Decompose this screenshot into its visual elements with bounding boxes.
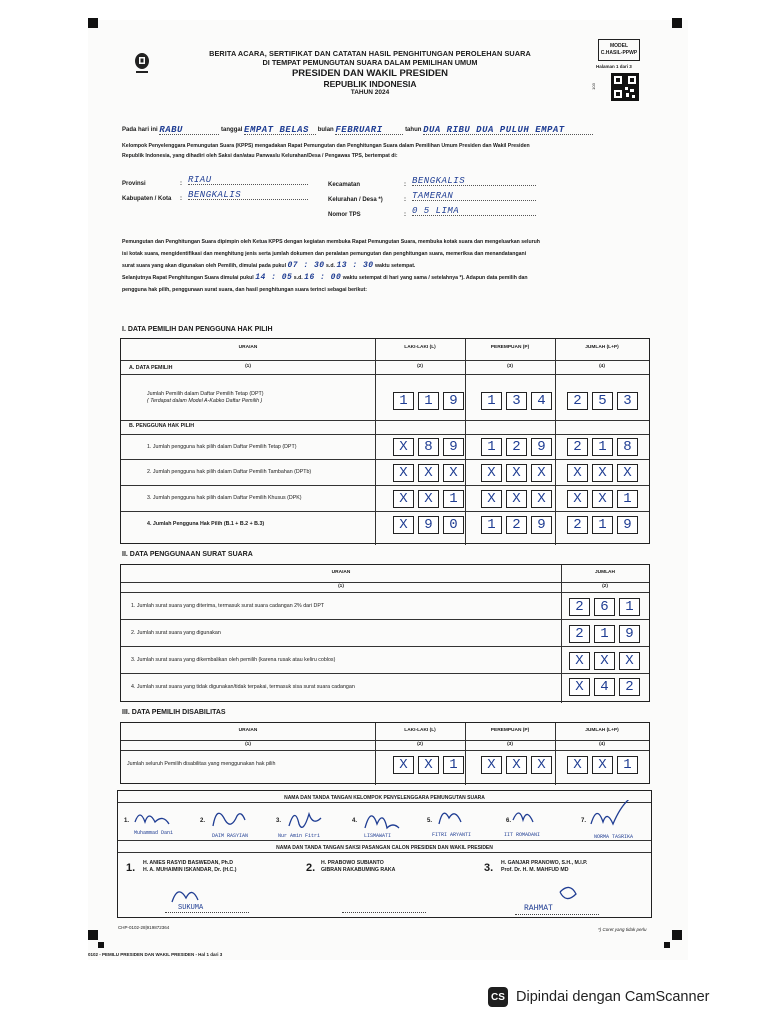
group-b-title: B. PENGGUNA HAK PILIH: [129, 423, 195, 429]
b-row-label: 4. Jumlah Pengguna Hak Pilih (B.1 + B.2 + B.3): [147, 521, 265, 527]
column-header-jumlah: JUMLAH: [595, 570, 615, 575]
camscanner-watermark: [488, 987, 709, 1007]
digit-box: 2: [569, 598, 590, 616]
corner-marker-small: [664, 942, 670, 948]
document-code: CHP-0102-28|919872364: [118, 925, 170, 930]
kabupaten-colon: :: [180, 196, 182, 202]
body-line-4-text: Selanjutnya Rapat Penghitungan Suara dimulai pukul: [122, 275, 254, 281]
member-name: FITRI ARYANTI: [432, 832, 472, 838]
digit-box: 2: [567, 392, 588, 410]
digit-box: X: [393, 438, 414, 456]
digit-box: 8: [617, 438, 638, 456]
header-line-4: REPUBLIK INDONESIA: [323, 79, 417, 89]
tps-label: Nomor TPS: [328, 212, 361, 218]
ballot-returned-digits: [569, 652, 640, 670]
end-time: 13 : 30: [336, 261, 374, 270]
start-time: 07 : 30: [287, 261, 325, 270]
provinsi-colon: :: [180, 181, 182, 187]
digit-box: X: [481, 490, 502, 508]
digit-box: X: [443, 464, 464, 482]
candidate-vice: GIBRAN RAKABUMING RAKA: [321, 867, 396, 873]
section-1-title: I. DATA PEMILIH DAN PENGGUNA HAK PILIH: [122, 326, 273, 333]
candidate-name: [321, 860, 395, 874]
digit-box: 9: [443, 392, 464, 410]
date-value: EMPAT BELAS: [244, 126, 316, 135]
digit-box: 3: [617, 392, 638, 410]
digit-box: 1: [443, 490, 464, 508]
disability-row-label: Jumlah seluruh Pemilih disabilitas yang menggunakan hak pilih: [127, 761, 276, 767]
member-number: 6.: [506, 818, 512, 824]
digit-box: 9: [619, 625, 640, 643]
digit-box: X: [569, 652, 590, 670]
digit-box: 1: [592, 516, 613, 534]
intro-paragraph-line-1: Kelompok Penyelenggara Pemungutan Suara (KPPS) mengadakan Rapat Pemungutan dan Penghitungan Suara dalam Pemilihan Umum Presiden dan Wakil Presiden: [122, 143, 530, 149]
column-header-laki: LAKI-LAKI (L): [404, 728, 436, 733]
member-name: Nur Amin Fitri: [278, 833, 321, 839]
kabupaten-label: Kabupaten / Kota: [122, 196, 172, 202]
digit-box: X: [569, 678, 590, 696]
digit-box: X: [531, 756, 552, 774]
digit-box: X: [619, 652, 640, 670]
dpt-perempuan-digits: [481, 392, 552, 410]
kecamatan-colon: :: [404, 182, 406, 188]
tps-value: 0 5 LIMA: [412, 207, 536, 216]
column-number: (1): [245, 364, 251, 369]
candidate-number: 1.: [126, 862, 136, 874]
b3-jumlah-digits: [567, 490, 638, 508]
digit-box: 1: [443, 756, 464, 774]
digit-box: 2: [567, 516, 588, 534]
member-name: Muhammad Dani: [134, 830, 174, 836]
candidate-number: 2.: [306, 862, 316, 874]
column-number: (3): [507, 742, 513, 747]
digit-box: X: [481, 756, 502, 774]
body-line-3-suffix: waktu setempat.: [375, 263, 416, 269]
b3-laki-digits: [393, 490, 464, 508]
kecamatan-value: BENGKALIS: [412, 177, 536, 186]
kpps-signature-title: NAMA DAN TANDA TANGAN KELOMPOK PENYELENGGARA PEMUNGUTAN SUARA: [284, 795, 485, 801]
b3-perempuan-digits: [481, 490, 552, 508]
ballot-row-label: 2. Jumlah surat suara yang digunakan: [131, 630, 221, 636]
b1-laki-digits: [393, 438, 464, 456]
b4-laki-digits: [393, 516, 464, 534]
day-value: RABU: [159, 126, 219, 135]
group-a-title: A. DATA PEMILIH: [129, 365, 173, 371]
header-line-1: BERITA ACARA, SERTIFIKAT DAN CATATAN HASIL PENGHITUNGAN PEROLEHAN SUARA: [209, 49, 531, 58]
member-name: IIT ROMADANI: [504, 832, 541, 838]
digit-box: 4: [531, 392, 552, 410]
b2-jumlah-digits: [567, 464, 638, 482]
header-line-2: DI TEMPAT PEMUNGUTAN SUARA DALAM PEMILIHAN UMUM: [262, 58, 478, 67]
b4-perempuan-digits: [481, 516, 552, 534]
month-value: FEBRUARI: [335, 126, 403, 135]
provinsi-value: RIAU: [188, 176, 308, 185]
witness-signature-title: NAMA DAN TANDA TANGAN SAKSI PASANGAN CALON PRESIDEN DAN WAKIL PRESIDEN: [276, 845, 493, 851]
digit-box: 1: [594, 625, 615, 643]
tps-colon: :: [404, 212, 406, 218]
digit-box: 9: [443, 438, 464, 456]
ballot-unused-digits: [569, 678, 640, 696]
camscanner-logo-icon: CS: [488, 987, 508, 1007]
day-label: Pada hari ini: [122, 127, 158, 133]
digit-box: X: [418, 490, 439, 508]
candidate-name: [143, 860, 236, 874]
digit-box: 1: [481, 392, 502, 410]
ballot-received-digits: [569, 598, 640, 616]
member-name: LISMAWATI: [364, 833, 392, 839]
body-line-3: [122, 260, 667, 272]
member-number: 4.: [352, 818, 358, 824]
body-text: [122, 236, 667, 296]
count-start-time: 14 : 05: [255, 273, 293, 282]
digit-box: 2: [506, 516, 527, 534]
intro-paragraph-line-2: Republik Indonesia, yang dihadiri oleh Saksi dan/atau Panwaslu Kelurahan/Desa / Pengawas TPS, bertempat di:: [122, 153, 398, 159]
model-label: MODEL: [609, 43, 629, 49]
disability-perempuan-digits: [481, 756, 552, 774]
digit-box: 5: [592, 392, 613, 410]
digit-box: X: [393, 490, 414, 508]
section-2-title: II. DATA PENGGUNAAN SURAT SUARA: [122, 551, 253, 558]
column-number: (2): [417, 364, 423, 369]
member-number: 2.: [200, 818, 206, 824]
ballot-row-label: 4. Jumlah surat suara yang tidak digunakan/tidak terpakai, termasuk sisa surat suara cadangan: [131, 684, 355, 690]
document-header: [170, 49, 570, 96]
column-header-uraian: URAIAN: [331, 570, 351, 575]
member-number: 3.: [276, 818, 282, 824]
digit-box: 0: [443, 516, 464, 534]
header-year: TAHUN 2024: [350, 89, 390, 96]
digit-box: 2: [619, 678, 640, 696]
month-label: bulan: [317, 127, 334, 133]
year-label: tahun: [405, 127, 422, 133]
member-number: 5.: [427, 818, 433, 824]
digit-box: 1: [619, 598, 640, 616]
digit-box: 2: [506, 438, 527, 456]
until-label: s.d.: [326, 263, 335, 269]
disability-laki-digits: [393, 756, 464, 774]
column-number: (4): [599, 364, 605, 369]
candidate-vice: H. A. MUHAIMIN ISKANDAR, Dr. (H.C.): [143, 867, 237, 873]
digit-box: X: [418, 756, 439, 774]
digit-box: 1: [418, 392, 439, 410]
body-line-1: Pemungutan dan Penghitungan Suara dipimpin oleh Ketua KPPS dengan kegiatan membuka Rapat Pemungutan Suara, membuka kotak suara dan mengeluarkan seluruh: [122, 239, 540, 245]
witness-3-name: RAHMAT: [524, 904, 553, 913]
intro-paragraph: [122, 141, 662, 161]
date-label: tanggal: [221, 127, 243, 133]
candidate-president: H. PRABOWO SUBIANTO: [321, 860, 384, 866]
digit-box: 2: [567, 438, 588, 456]
member-number: 7.: [581, 818, 587, 824]
ballot-row-label: 3. Jumlah surat suara yang dikembalikan oleh pemilih (karena rusak atau keliru coblos): [131, 657, 336, 663]
body-line-4-suffix: waktu setempat di hari yang sama / setelahnya *). Adapun data pemilih dan: [342, 275, 528, 281]
digit-box: X: [393, 516, 414, 534]
digit-box: X: [481, 464, 502, 482]
column-header-jumlah: JUMLAH (L+P): [585, 345, 619, 350]
witness-3-line: [515, 914, 599, 915]
ballot-row-label: 1. Jumlah surat suara yang diterima, termasuk surat suara cadangan 2% dari DPT: [131, 603, 325, 609]
kpu-logo-icon: [133, 52, 151, 74]
corner-marker-bottom-right: [672, 930, 682, 940]
column-number: (2): [602, 584, 608, 589]
body-line-3-text: surat suara yang akan digunakan oleh Pemilih, dimulai pada pukul: [122, 263, 287, 269]
ballot-used-digits: [569, 625, 640, 643]
section-3-title: III. DATA PEMILIH DISABILITAS: [122, 709, 226, 716]
digit-box: 9: [418, 516, 439, 534]
b1-jumlah-digits: [567, 438, 638, 456]
corner-marker-top-right: [672, 18, 682, 28]
kelurahan-value: TAMERAN: [412, 192, 536, 201]
candidate-vice: Prof. Dr. H. M. MAHFUD MD: [501, 867, 569, 873]
camscanner-text: Dipindai dengan CamScanner: [516, 989, 710, 1005]
digit-box: 4: [594, 678, 615, 696]
column-header-laki: LAKI-LAKI (L): [404, 345, 436, 350]
digit-box: X: [567, 464, 588, 482]
b2-laki-digits: [393, 464, 464, 482]
digit-box: 2: [569, 625, 590, 643]
body-line-2: isi kotak suara, mengidentifikasi dan menghitung jenis serta jumlah dokumen dan peralatan pemungutan dan penghitungan suara, memeriksa dan menandatangani: [122, 251, 527, 257]
column-header-perempuan: PEREMPUAN (P): [490, 728, 530, 733]
digit-box: X: [567, 756, 588, 774]
dpt-row-label: [147, 391, 367, 405]
witness-signature-strokes: [160, 880, 620, 910]
b-row-label: 3. Jumlah pengguna hak pilih dalam Daftar Pemilih Khusus (DPK): [147, 495, 302, 501]
b4-jumlah-digits: [567, 516, 638, 534]
column-header-jumlah: JUMLAH (L+P): [585, 728, 619, 733]
candidate-president: H. ANIES RASYID BASWEDAN, Ph.D: [143, 860, 234, 866]
b1-perempuan-digits: [481, 438, 552, 456]
body-line-4: [122, 272, 667, 284]
body-line-5: pengguna hak pilih, penggunaan surat suara, dan hasil penghitungan suara terinci sebagai berikut:: [122, 287, 368, 293]
digit-box: 9: [531, 516, 552, 534]
digit-box: X: [592, 756, 613, 774]
corner-marker-small: [98, 942, 104, 948]
digit-box: X: [617, 464, 638, 482]
model-code: C.HASIL-PPWP: [600, 50, 638, 56]
digit-box: 1: [617, 490, 638, 508]
section-3-table: [120, 722, 650, 784]
candidate-president: H. GANJAR PRANOWO, S.H., M.I.P.: [501, 860, 588, 866]
corner-marker-top-left: [88, 18, 98, 28]
qr-side-text: 103: [590, 83, 596, 90]
digit-box: X: [393, 756, 414, 774]
until-label: s.d.: [293, 275, 303, 281]
digit-box: X: [506, 464, 527, 482]
year-value: DUA RIBU DUA PULUH EMPAT: [423, 126, 593, 135]
witness-1-name: SUKUMA: [178, 904, 204, 912]
digit-box: X: [531, 490, 552, 508]
digit-box: 9: [617, 516, 638, 534]
column-number: (4): [599, 742, 605, 747]
model-box: [598, 39, 640, 61]
candidate-name: [501, 860, 587, 874]
column-number: (3): [507, 364, 513, 369]
dpt-row-note: ( Terdapat dalam Model A-Kabko Daftar Pemilih ): [147, 398, 263, 404]
digit-box: 9: [531, 438, 552, 456]
digit-box: X: [567, 490, 588, 508]
digit-box: X: [506, 490, 527, 508]
digit-box: X: [393, 464, 414, 482]
column-header-uraian: URAIAN: [238, 345, 258, 350]
signature-strokes: [117, 800, 652, 840]
member-name: DAIM RASYIAN: [212, 833, 249, 839]
count-end-time: 16 : 00: [304, 273, 342, 282]
digit-box: 1: [393, 392, 414, 410]
qr-code-icon: [611, 73, 639, 101]
digit-box: 1: [481, 516, 502, 534]
digit-box: X: [506, 756, 527, 774]
footnote: *) Coret yang tidak perlu: [598, 927, 647, 932]
digit-box: 1: [481, 438, 502, 456]
digit-box: 3: [506, 392, 527, 410]
header-line-3: PRESIDEN DAN WAKIL PRESIDEN: [291, 68, 449, 79]
witness-2-line: [342, 912, 426, 913]
column-header-perempuan: PEREMPUAN (P): [490, 345, 530, 350]
intro-date-line: [122, 126, 662, 135]
corner-marker-bottom-left: [88, 930, 98, 940]
b-row-label: 2. Jumlah pengguna hak pilih dalam Daftar Pemilih Tambahan (DPTb): [147, 469, 312, 475]
b2-perempuan-digits: [481, 464, 552, 482]
column-number: (1): [338, 584, 344, 589]
witness-1-line: [165, 912, 249, 913]
column-header-uraian: URAIAN: [238, 728, 258, 733]
column-number: (1): [245, 742, 251, 747]
digit-box: X: [531, 464, 552, 482]
kabupaten-value: BENGKALIS: [188, 191, 308, 200]
disability-jumlah-digits: [567, 756, 638, 774]
digit-box: 1: [617, 756, 638, 774]
digit-box: 6: [594, 598, 615, 616]
kecamatan-label: Kecamatan: [328, 182, 361, 188]
digit-box: X: [418, 464, 439, 482]
member-number: 1.: [124, 818, 130, 824]
page-indicator: Halaman 1 dari 3: [596, 64, 632, 69]
digit-box: X: [592, 490, 613, 508]
digit-box: X: [592, 464, 613, 482]
page-footer: 0102 - PEMILU PRESIDEN DAN WAKIL PRESIDEN - Hal 1 dari 3: [88, 952, 223, 957]
digit-box: X: [594, 652, 615, 670]
column-number: (2): [417, 742, 423, 747]
member-name: NORMA TASRIKA: [594, 834, 634, 840]
digit-box: 1: [592, 438, 613, 456]
kelurahan-label: Kelurahan / Desa *): [328, 197, 383, 203]
candidate-number: 3.: [484, 862, 494, 874]
dpt-jumlah-digits: [567, 392, 638, 410]
kelurahan-colon: :: [404, 197, 406, 203]
dpt-laki-digits: [393, 392, 464, 410]
dpt-row-text: Jumlah Pemilih dalam Daftar Pemilih Tetap (DPT): [147, 391, 264, 397]
b-row-label: 1. Jumlah pengguna hak pilih dalam Daftar Pemilih Tetap (DPT): [147, 444, 297, 450]
provinsi-label: Provinsi: [122, 181, 146, 187]
digit-box: 8: [418, 438, 439, 456]
